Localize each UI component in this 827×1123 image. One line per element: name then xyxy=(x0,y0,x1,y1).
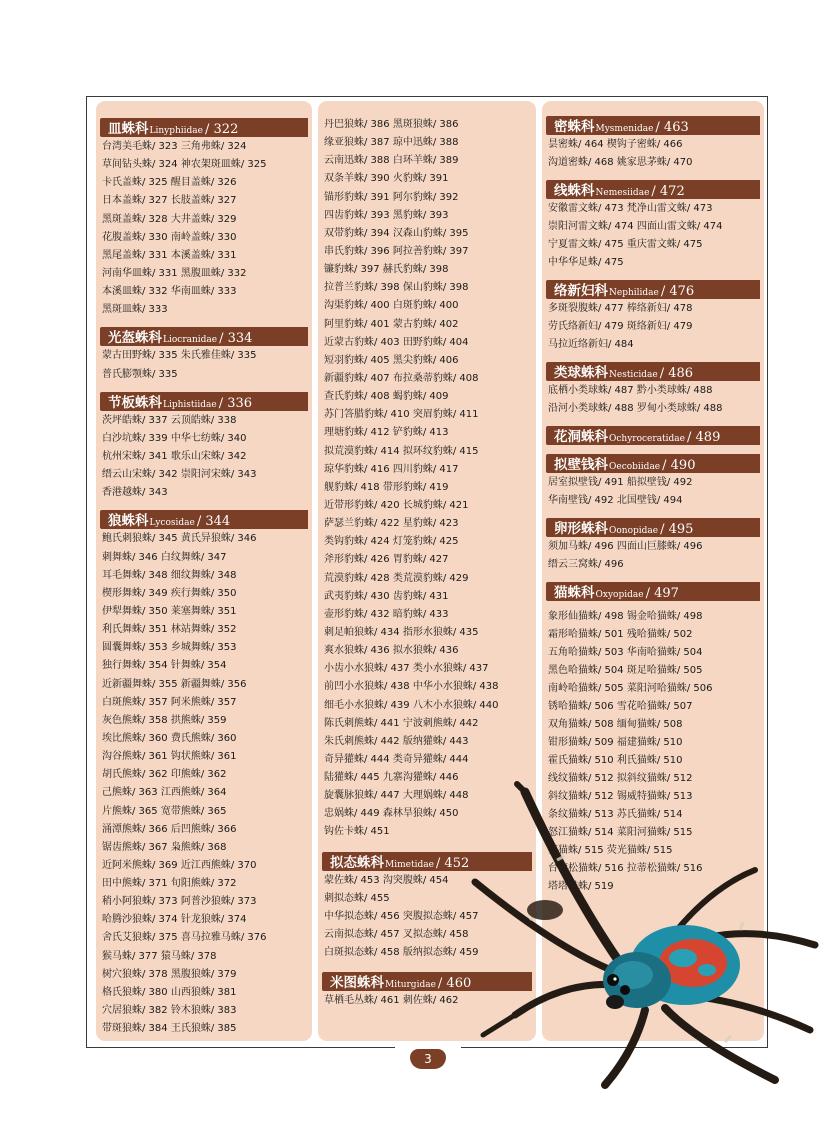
family-header xyxy=(100,510,308,529)
species-entry-line: 蒙佐蛛/ 453 沟突腹蛛/ 454 xyxy=(324,874,449,886)
species-entry-line: 蒙古田野蛛/ 335 朱氏雅佳蛛/ 335 xyxy=(102,350,257,362)
species-entry-line: 沟渠豹蛛/ 400 白斑豹蛛/ 400 xyxy=(324,300,459,312)
species-entry-line: 台湾美毛蛛/ 323 三角弗蛛/ 324 xyxy=(102,141,247,152)
species-entry-line: 陆獾蛛/ 445 九寨沟獾蛛/ 446 xyxy=(324,772,459,784)
species-entry-line: 双带豹蛛/ 394 汉森山豹蛛/ 395 xyxy=(324,227,469,239)
family-header-chinese-name: 猫蛛科 xyxy=(554,585,595,601)
species-entry-line: 怒江猫蛛/ 514 菜阳河猫蛛/ 515 xyxy=(548,827,693,838)
species-entry-line: 普氏膨颚蛛/ 335 xyxy=(102,368,178,380)
species-entry-line: 河南华皿蛛/ 331 黑腹皿蛛/ 332 xyxy=(102,267,247,279)
species-entry-line: 格氏狼蛛/ 380 山西狼蛛/ 381 xyxy=(102,986,237,998)
species-entry-line: 伊犁舞蛛/ 350 莱塞舞蛛/ 351 xyxy=(102,605,237,617)
family-header xyxy=(546,454,760,473)
species-entry-line: 刺拟态蛛/ 455 xyxy=(324,892,390,904)
species-entry-line: 爽水狼蛛/ 436 拟水狼蛛/ 436 xyxy=(324,645,459,657)
species-entry-line: 缙云三窝蛛/ 496 xyxy=(548,559,624,570)
species-entry-line: 霜形哈猫蛛/ 501 残哈猫蛛/ 502 xyxy=(548,629,693,640)
spacer xyxy=(546,418,760,424)
species-entry-line: 亮猫蛛/ 515 荧光猫蛛/ 515 xyxy=(548,845,673,856)
species-entry-line: 丹巴狼蛛/ 386 黑斑狼蛛/ 386 xyxy=(324,119,459,130)
species-entry-line: 草栖毛丛蛛/ 461 刺佐蛛/ 462 xyxy=(324,995,459,1007)
family-header-page: / 486 xyxy=(659,366,694,381)
family-header-page: / 334 xyxy=(219,331,253,347)
species-entry-line: 壶形豹蛛/ 432 暗豹蛛/ 433 xyxy=(324,608,449,620)
species-entry-line: 旋囊脉狼蛛/ 447 大理娲蛛/ 448 xyxy=(324,790,469,802)
family-header-chinese-name: 皿蛛科 xyxy=(108,121,149,137)
species-entry-line: 近带形豹蛛/ 420 长城豹蛛/ 421 xyxy=(324,499,469,511)
species-entry-line: 耳毛舞蛛/ 348 细纹舞蛛/ 348 xyxy=(102,569,237,581)
species-entry-line: 条纹猫蛛/ 513 苏氏猫蛛/ 514 xyxy=(548,809,683,820)
species-entry-line: 卡氏盖蛛/ 325 醒目盖蛛/ 326 xyxy=(102,177,237,189)
family-header-chinese-name: 类球蛛科 xyxy=(554,365,608,381)
species-entry-line: 杭州宋蛛/ 341 歌乐山宋蛛/ 342 xyxy=(102,450,247,462)
family-header-page: / 460 xyxy=(437,976,472,992)
family-header-latin-name: Ochyroceratidae xyxy=(609,434,686,444)
family-header-chinese-name: 拟态蛛科 xyxy=(330,854,384,871)
species-entry-line: 奇异獾蛛/ 444 类奇异獾蛛/ 444 xyxy=(324,753,469,765)
species-entry-line: 云南迅蛛/ 388 白环羊蛛/ 389 xyxy=(324,155,459,167)
family-header-page: / 490 xyxy=(662,458,696,473)
species-entry-line: 线纹猫蛛/ 512 拟斜纹猫蛛/ 512 xyxy=(548,773,693,784)
spacer xyxy=(546,446,760,452)
species-entry-line: 霍氏猫蛛/ 510 利氏猫蛛/ 510 xyxy=(548,755,683,766)
species-entry-line: 宁夏雷文蛛/ 475 重庆雷文蛛/ 475 xyxy=(548,239,703,250)
family-header-latin-name: Miturgidae xyxy=(385,980,436,991)
family-header-chinese-name: 光盔蛛科 xyxy=(108,330,162,347)
species-entry-line: 镰豹蛛/ 397 赫氏豹蛛/ 398 xyxy=(324,264,449,276)
species-entry-line: 锈哈猫蛛/ 506 雪花哈猫蛛/ 507 xyxy=(548,701,693,712)
species-entry-line: 近新疆舞蛛/ 355 新疆舞蛛/ 356 xyxy=(102,678,247,690)
species-entry-line: 田中熊蛛/ 371 旬阳熊蛛/ 372 xyxy=(102,878,237,890)
species-entry-line: 草间钻头蛛/ 324 神农架斑皿蛛/ 325 xyxy=(102,159,267,171)
species-entry-line: 拉普兰豹蛛/ 398 保山豹蛛/ 398 xyxy=(324,282,469,294)
spacer xyxy=(100,384,308,390)
species-entry-line: 阿里豹蛛/ 401 蒙古豹蛛/ 402 xyxy=(324,318,459,330)
species-entry-line: 萨瑟兰豹蛛/ 422 星豹蛛/ 423 xyxy=(324,518,459,530)
family-header xyxy=(546,426,760,445)
species-entry-line: 居室拟壁钱/ 491 船拟壁钱/ 492 xyxy=(548,477,693,488)
species-entry-line: 短羽豹蛛/ 405 黑尖豹蛛/ 406 xyxy=(324,354,459,366)
page-number: 3 xyxy=(410,1049,446,1069)
species-entry-line: 钳形猫蛛/ 509 福建猫蛛/ 510 xyxy=(548,737,683,748)
species-entry-line: 利氏舞蛛/ 351 林站舞蛛/ 352 xyxy=(102,624,237,636)
spacer xyxy=(546,354,760,360)
species-entry-line: 五角哈猫蛛/ 503 华南哈猫蛛/ 504 xyxy=(548,647,703,658)
family-header-chinese-name: 卵形蛛科 xyxy=(554,521,608,537)
family-header-latin-name: Lycosidae xyxy=(149,518,195,529)
family-header xyxy=(100,327,308,346)
page-number-divider xyxy=(395,1046,461,1048)
species-entry-line: 荒漠豹蛛/ 428 类荒漠豹蛛/ 429 xyxy=(324,572,469,584)
species-entry-line: 苏门答腊豹蛛/ 410 突眉豹蛛/ 411 xyxy=(324,409,479,421)
family-header-page: / 489 xyxy=(687,430,721,445)
species-entry-line: 劳氏络新妇/ 479 斑络新妇/ 479 xyxy=(548,321,693,332)
family-header-chinese-name: 节板蛛科 xyxy=(108,394,162,411)
family-header xyxy=(546,116,760,135)
species-entry-line: 南岭哈猫蛛/ 505 菜阳河哈猫蛛/ 506 xyxy=(548,683,713,694)
species-entry-line: 刺足帕狼蛛/ 434 指形水狼蛛/ 435 xyxy=(324,626,479,638)
species-entry-line: 台湾松猫蛛/ 516 拉蒂松猫蛛/ 516 xyxy=(548,863,703,874)
species-entry-line: 穴居狼蛛/ 382 铃木狼蛛/ 383 xyxy=(102,1005,237,1017)
species-entry-line: 拟荒漠豹蛛/ 414 拟环纹豹蛛/ 415 xyxy=(324,445,479,457)
species-entry-line: 琼华豹蛛/ 416 四川豹蛛/ 417 xyxy=(324,463,459,475)
spacer xyxy=(546,510,760,516)
species-entry-line: 斧形豹蛛/ 426 胃豹蛛/ 427 xyxy=(324,554,449,566)
family-header-latin-name: Nesticidae xyxy=(609,370,658,380)
spacer xyxy=(546,574,760,580)
species-entry-line: 四齿豹蛛/ 393 黑豹蛛/ 393 xyxy=(324,209,449,221)
species-entry-line: 带斑狼蛛/ 384 王氏狼蛛/ 385 xyxy=(102,1023,237,1035)
spacer xyxy=(100,502,308,508)
spacer xyxy=(100,319,308,325)
family-header-chinese-name: 米图蛛科 xyxy=(330,975,384,992)
species-entry-line: 陈氏刺熊蛛/ 441 宁波刺熊蛛/ 442 xyxy=(324,717,479,729)
species-entry-line: 底栖小类球蛛/ 487 黔小类球蛛/ 488 xyxy=(548,385,713,396)
species-entry-line: 理塘豹蛛/ 412 铲豹蛛/ 413 xyxy=(324,427,449,439)
family-header-page: / 476 xyxy=(660,284,695,299)
family-header xyxy=(100,392,308,411)
species-entry-line: 哈腾沙狼蛛/ 374 针龙狼蛛/ 374 xyxy=(102,914,247,926)
species-entry-line: 细毛小水狼蛛/ 439 八木小水狼蛛/ 440 xyxy=(324,699,499,711)
species-entry-line: 本溪皿蛛/ 332 华南皿蛛/ 333 xyxy=(102,286,237,298)
species-entry-line: 崇阳河雷文蛛/ 474 四面山雷文蛛/ 474 xyxy=(548,221,723,232)
species-entry-line: 黑斑皿蛛/ 333 xyxy=(102,304,168,316)
family-header-latin-name: Nemesiidae xyxy=(595,188,650,198)
species-entry-line: 中华华足蛛/ 475 xyxy=(548,257,624,268)
species-entry-line: 近阿米熊蛛/ 369 近江西熊蛛/ 370 xyxy=(102,859,257,871)
species-entry-line: 近蒙古豹蛛/ 403 田野豹蛛/ 404 xyxy=(324,336,469,348)
family-header-page: / 336 xyxy=(218,395,253,411)
species-entry-line: 花腹盖蛛/ 330 南岭盖蛛/ 330 xyxy=(102,231,237,243)
family-header xyxy=(100,118,308,137)
family-header-latin-name: Nephilidae xyxy=(609,288,659,298)
species-entry-line: 朱氏刺熊蛛/ 442 版纳獾蛛/ 443 xyxy=(324,735,469,747)
species-entry-line: 树穴狼蛛/ 378 黑腹狼蛛/ 379 xyxy=(102,968,237,980)
species-entry-line: 塔塔猫蛛/ 519 xyxy=(548,881,614,892)
species-entry-line: 新疆豹蛛/ 407 布拉桑蒂豹蛛/ 408 xyxy=(324,372,479,384)
family-header-page: / 322 xyxy=(205,122,239,137)
family-header-latin-name: Oecobiidae xyxy=(609,462,661,472)
spacer xyxy=(546,172,760,178)
species-entry-line: 沟道密蛛/ 468 姚家思茅蛛/ 470 xyxy=(548,157,693,168)
family-header-chinese-name: 线蛛科 xyxy=(554,183,595,199)
species-entry-line: 刺舞蛛/ 346 白纹舞蛛/ 347 xyxy=(102,551,227,563)
species-entry-line: 象形仙猫蛛/ 498 锡金哈猫蛛/ 498 xyxy=(548,611,703,622)
species-entry-line: 独行舞蛛/ 354 针舞蛛/ 354 xyxy=(102,660,227,672)
species-entry-line: 斜纹猫蛛/ 512 锡威特猫蛛/ 513 xyxy=(548,791,693,802)
species-entry-line: 灰色熊蛛/ 358 拱熊蛛/ 359 xyxy=(102,714,227,726)
species-entry-line: 涌潭熊蛛/ 366 后凹熊蛛/ 366 xyxy=(102,823,237,835)
family-header-latin-name: Linyphiidae xyxy=(149,126,204,136)
family-header-latin-name: Liocranidae xyxy=(163,335,218,346)
family-header-chinese-name: 拟壁钱科 xyxy=(554,457,608,473)
species-entry-line: 双角猫蛛/ 508 缅甸猫蛛/ 508 xyxy=(548,719,683,730)
family-header-latin-name: Mimetidae xyxy=(385,859,434,870)
species-entry-line: 缘亚狼蛛/ 387 琼中迅蛛/ 388 xyxy=(324,137,459,149)
species-entry-line: 白斑拟态蛛/ 458 版纳拟态蛛/ 459 xyxy=(324,947,479,959)
species-entry-line: 钩佐卡蛛/ 451 xyxy=(324,826,390,838)
family-header-page: / 497 xyxy=(645,586,679,601)
species-entry-line: 安徽雷文蛛/ 473 梵净山雷文蛛/ 473 xyxy=(548,203,713,214)
species-entry-line: 片熊蛛/ 365 宽带熊蛛/ 365 xyxy=(102,805,227,817)
species-entry-line: 华南壁钱/ 492 北国壁钱/ 494 xyxy=(548,495,683,506)
species-entry-line: 黑尾盖蛛/ 331 本溪盖蛛/ 331 xyxy=(102,249,237,261)
family-header-page: / 472 xyxy=(651,184,685,199)
species-entry-line: 须加马蛛/ 496 四面山巨膝蛛/ 496 xyxy=(548,541,703,552)
family-header-page: / 495 xyxy=(660,522,694,537)
species-entry-line: 胡氏熊蛛/ 362 印熊蛛/ 362 xyxy=(102,769,227,781)
species-entry-line: 己熊蛛/ 363 江西熊蛛/ 364 xyxy=(102,787,227,799)
family-header-page: / 452 xyxy=(435,855,470,871)
family-header-latin-name: Oonopidae xyxy=(609,526,659,536)
family-header xyxy=(546,582,760,601)
species-entry-line: 埃比熊蛛/ 360 费氏熊蛛/ 360 xyxy=(102,732,237,744)
species-entry-line: 云南拟态蛛/ 457 叉拟态蛛/ 458 xyxy=(324,929,469,941)
spacer xyxy=(546,272,760,278)
species-entry-line: 黑斑盖蛛/ 328 大井盖蛛/ 329 xyxy=(102,213,237,225)
species-entry-line: 昙密蛛/ 464 楔钩子密蛛/ 466 xyxy=(548,139,683,150)
species-entry-line: 串氏豹蛛/ 396 阿拉善豹蛛/ 397 xyxy=(324,245,469,257)
species-entry-line: 小齿小水狼蛛/ 437 类小水狼蛛/ 437 xyxy=(324,663,489,675)
species-entry-line: 中华拟态蛛/ 456 突腹拟态蛛/ 457 xyxy=(324,910,479,922)
species-entry-line: 武夷豹蛛/ 430 齿豹蛛/ 431 xyxy=(324,590,449,602)
species-entry-line: 白沙坑蛛/ 339 中华七纺蛛/ 340 xyxy=(102,432,247,444)
species-entry-line: 锯齿熊蛛/ 367 枭熊蛛/ 368 xyxy=(102,841,227,853)
species-entry-line: 缙云山宋蛛/ 342 崇阳河宋蛛/ 343 xyxy=(102,469,257,481)
species-entry-line: 马拉近络新妇/ 484 xyxy=(548,339,634,350)
family-header-chinese-name: 狼蛛科 xyxy=(108,513,149,530)
species-entry-line: 多斑裂腹蛛/ 477 棒络新妇/ 478 xyxy=(548,303,693,314)
spider-photo xyxy=(455,780,827,1090)
species-entry-line: 鲍氏刺狼蛛/ 345 黄氏异狼蛛/ 346 xyxy=(102,533,257,545)
species-entry-line: 查氏豹蛛/ 408 蝎豹蛛/ 409 xyxy=(324,391,449,403)
family-header-chinese-name: 密蛛科 xyxy=(554,119,595,135)
species-entry-line: 锚形豹蛛/ 391 阿尔豹蛛/ 392 xyxy=(324,191,459,203)
species-entry-line: 猴马蛛/ 377 猿马蛛/ 378 xyxy=(102,950,217,962)
family-header-latin-name: Liphistiidae xyxy=(163,399,217,410)
species-entry-line: 日本盖蛛/ 327 长肢盖蛛/ 327 xyxy=(102,195,237,207)
species-entry-line: 沿河小类球蛛/ 488 罗甸小类球蛛/ 488 xyxy=(548,403,723,414)
family-header xyxy=(546,362,760,381)
family-header-page: / 344 xyxy=(196,514,231,530)
species-entry-line: 圆囊舞蛛/ 353 乡城舞蛛/ 353 xyxy=(102,642,237,654)
family-header-latin-name: Oxyopidae xyxy=(595,590,644,600)
species-entry-line: 楔形舞蛛/ 349 疾行舞蛛/ 350 xyxy=(102,587,237,599)
species-entry-line: 前凹小水狼蛛/ 438 中华小水狼蛛/ 438 xyxy=(324,681,499,693)
family-header xyxy=(546,180,760,199)
family-header-page: / 463 xyxy=(655,120,689,135)
species-entry-line: 沟谷熊蛛/ 361 钩状熊蛛/ 361 xyxy=(102,751,237,763)
family-header-chinese-name: 络新妇科 xyxy=(554,283,608,299)
family-header-chinese-name: 花洞蛛科 xyxy=(554,429,608,445)
species-entry-line: 舰豹蛛/ 418 带形豹蛛/ 419 xyxy=(324,481,449,493)
species-entry-line: 忠娲蛛/ 449 森林旱狼蛛/ 450 xyxy=(324,808,459,820)
column-1 xyxy=(96,101,312,1041)
family-header xyxy=(546,280,760,299)
family-header xyxy=(546,518,760,537)
species-entry-line: 白斑熊蛛/ 357 阿米熊蛛/ 357 xyxy=(102,696,237,708)
species-entry-line: 舍氏艾狼蛛/ 375 喜马拉雅马蛛/ 376 xyxy=(102,932,267,944)
species-entry-line: 双条羊蛛/ 390 火豹蛛/ 391 xyxy=(324,173,449,185)
species-entry-line: 稍小阿狼蛛/ 373 阿普沙狼蛛/ 373 xyxy=(102,896,257,908)
species-entry-line: 香港越蛛/ 343 xyxy=(102,487,168,499)
species-entry-line: 类钩豹蛛/ 424 灯笼豹蛛/ 425 xyxy=(324,536,459,548)
species-entry-line: 茨坪皓蛛/ 337 云顶皓蛛/ 338 xyxy=(102,414,237,426)
family-header-latin-name: Mysmenidae xyxy=(595,124,654,134)
species-entry-line: 黑色哈猫蛛/ 504 斑足哈猫蛛/ 505 xyxy=(548,665,703,676)
